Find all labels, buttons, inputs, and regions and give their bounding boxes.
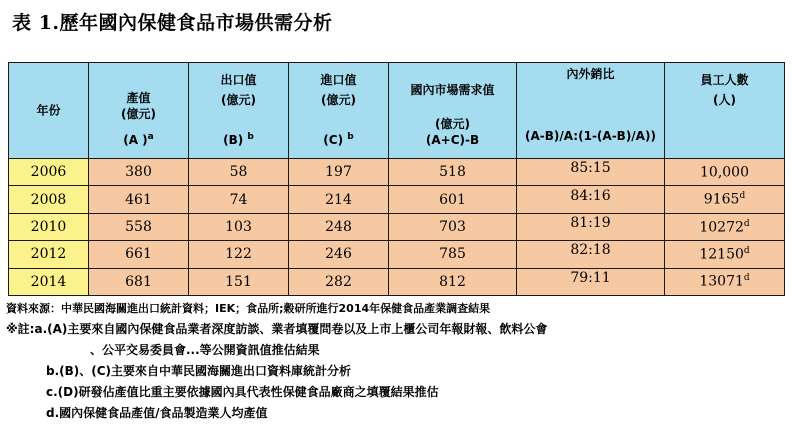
cell-output: 661 xyxy=(89,241,189,268)
cell-export: 151 xyxy=(189,268,289,295)
cell-ratio: 84:16 xyxy=(517,186,665,213)
cell-year: 2006 xyxy=(9,159,89,186)
cell-export: 103 xyxy=(189,213,289,240)
header-row xyxy=(9,63,785,159)
table-notes xyxy=(6,298,547,424)
cell-demand: 703 xyxy=(389,213,517,240)
cell-export: 122 xyxy=(189,241,289,268)
cell-staff: 10272$^d$ xyxy=(665,213,785,240)
cell-import: 214 xyxy=(289,186,389,213)
note-a-continued: 、公平交易委員會...等公開資訊值推估結果 xyxy=(90,343,320,357)
cell-export: 74 xyxy=(189,186,289,213)
header-export: 出口值 (億元) (B) $^b$ xyxy=(189,63,289,159)
cell-ratio: 85:15 xyxy=(517,159,665,186)
note-d: d.國內保健食品產值/食品製造業人均產值 xyxy=(46,406,268,420)
cell-import: 197 xyxy=(289,159,389,186)
cell-output: 681 xyxy=(89,268,189,295)
table-row xyxy=(9,241,785,268)
cell-staff: 9165$^d$ xyxy=(665,186,785,213)
header-year: 年份 xyxy=(9,63,89,159)
cell-staff: 10,000 xyxy=(665,159,785,186)
cell-year: 2010 xyxy=(9,213,89,240)
note-a: ※註:a.(A)主要來自國內保健食品業者深度訪談、業者填覆問卷以及上市上櫃公司年報財報、飲料公會 xyxy=(6,322,548,336)
cell-demand: 812 xyxy=(389,268,517,295)
cell-year: 2008 xyxy=(9,186,89,213)
header-import: 進口值 (億元) (C) $^b$ xyxy=(289,63,389,159)
cell-import: 246 xyxy=(289,241,389,268)
cell-year: 2012 xyxy=(9,241,89,268)
table-title: 表 1.歷年國內保健食品市場供需分析 xyxy=(12,12,333,34)
table-row xyxy=(9,186,785,213)
cell-demand: 601 xyxy=(389,186,517,213)
header-output: 產值 (億元) (A )$^a$ xyxy=(89,63,189,159)
supply-demand-table xyxy=(8,62,785,296)
cell-import: 282 xyxy=(289,268,389,295)
source-note: 資料來源：中華民國海關進出口統計資料；IEK；食品所;穀研所進行2014年保健食品產業調查結果 xyxy=(6,302,491,315)
note-b: b.(B)、(C)主要來自中華民國海關進出口資料庫統計分析 xyxy=(46,364,352,378)
cell-export: 58 xyxy=(189,159,289,186)
cell-year: 2014 xyxy=(9,268,89,295)
cell-staff: 13071$^d$ xyxy=(665,268,785,295)
cell-output: 380 xyxy=(89,159,189,186)
note-c: c.(D)研發佔產值比重主要依據國內具代表性保健食品廠商之填覆結果推估 xyxy=(46,385,439,399)
cell-ratio: 82:18 xyxy=(517,241,665,268)
table-row xyxy=(9,268,785,295)
table-row xyxy=(9,213,785,240)
cell-output: 461 xyxy=(89,186,189,213)
cell-ratio: 81:19 xyxy=(517,213,665,240)
cell-import: 248 xyxy=(289,213,389,240)
cell-demand: 518 xyxy=(389,159,517,186)
cell-output: 558 xyxy=(89,213,189,240)
table-row xyxy=(9,159,785,186)
cell-staff: 12150$^d$ xyxy=(665,241,785,268)
header-staff: 員工人數 (人) xyxy=(665,63,785,159)
header-ratio: 內外銷比 (A-B)/A:(1-(A-B)/A)) xyxy=(517,63,665,159)
cell-demand: 785 xyxy=(389,241,517,268)
header-demand: 國內市場需求值 (億元) (A+C)-B xyxy=(389,63,517,159)
cell-ratio: 79:11 xyxy=(517,268,665,295)
